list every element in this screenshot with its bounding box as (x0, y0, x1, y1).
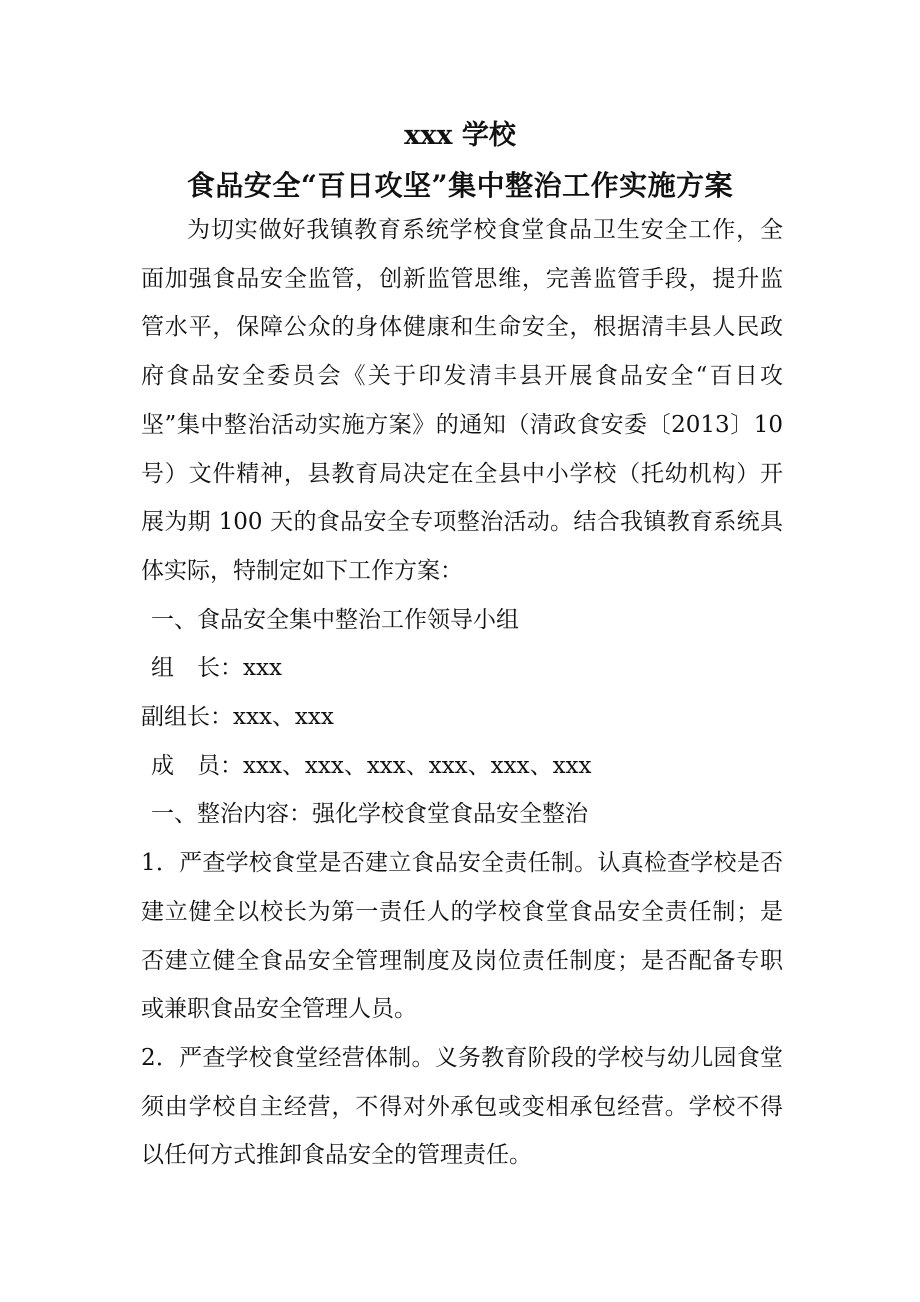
item-1-paragraph: 1．严查学校食堂是否建立食品安全责任制。认真检查学校是否建立健全以校长为第一责任人的学校食堂食品安全责任制；是否建立健全食品安全管理制度及岗位责任制度；是否配备专职或兼职食品安全管理人员。 (141, 850, 783, 1023)
section-heading-leadership: 一、食品安全集中整治工作领导小组 (151, 606, 519, 633)
document-body (141, 206, 783, 1180)
members-line: 成 员：xxx、xxx、xxx、xxx、xxx、xxx (151, 752, 592, 779)
intro-paragraph: 为切实做好我镇教育系统学校食堂食品卫生安全工作，全面加强食品安全监管，创新监管思维，完善监管手段，提升监管水平，保障公众的身体健康和生命安全，根据清丰县人民政府食品安全委员会《关于印发清丰县开展食品安全“百日攻坚”集中整治活动实施方案》的通知（清政食安委〔2013〕10 号）文件精神，县教育局决定在全县中小学校（托幼机构）开展为期 100 天的食品安全专项整治活动。结合我镇教育系统具体实际，特制定如下工作方案： (141, 217, 783, 584)
document-title: 食品安全“百日攻坚”集中整治工作实施方案 (186, 169, 734, 202)
leader-line: 组 长：xxx (151, 655, 282, 682)
item-2-paragraph: 2．严查学校食堂经营体制。义务教育阶段的学校与幼儿园食堂须由学校自主经营，不得对外承包或变相承包经营。学校不得以任何方式推卸食品安全的管理责任。 (141, 1044, 783, 1169)
deputy-leader-line: 副组长：xxx、xxx (141, 704, 334, 731)
school-title: xxx 学校 (404, 120, 516, 151)
section-heading-content: 一、整治内容：强化学校食堂食品安全整治 (151, 801, 588, 828)
